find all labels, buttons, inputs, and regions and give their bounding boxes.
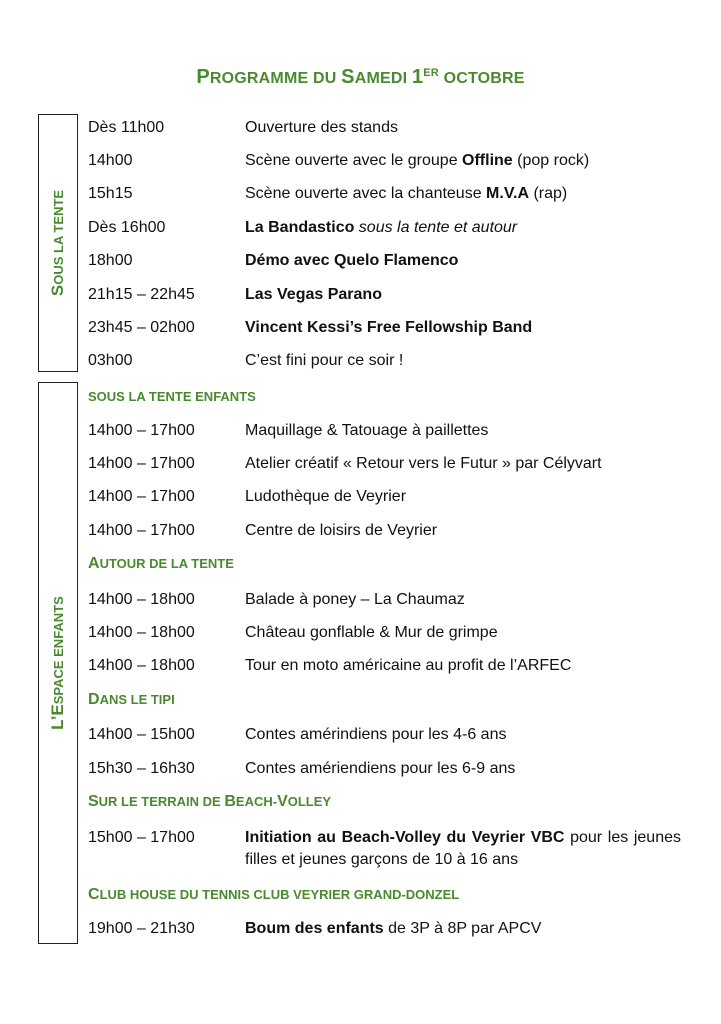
espace-enfants-label-box [38,382,78,944]
section-heading: SUR LE TERRAIN DE BEACH-VOLLEY [88,793,332,810]
espace-enfants-label: L’ESPACE ENFANTS [48,596,67,730]
section-heading: CLUB HOUSE DU TENNIS CLUB VEYRIER GRAND-DONZEL [88,886,460,903]
section-heading: DANS LE TIPI [88,691,175,708]
sous-la-tente-label-box [38,114,78,372]
page-title: PROGRAMME DU SAMEDI 1ER OCTOBRE [196,66,525,88]
section-heading: SOUS LA TENTE ENFANTS [88,389,256,404]
sous-la-tente-label: SOUS LA TENTE [48,189,67,297]
section-heading: AUTOUR DE LA TENTE [88,555,234,572]
